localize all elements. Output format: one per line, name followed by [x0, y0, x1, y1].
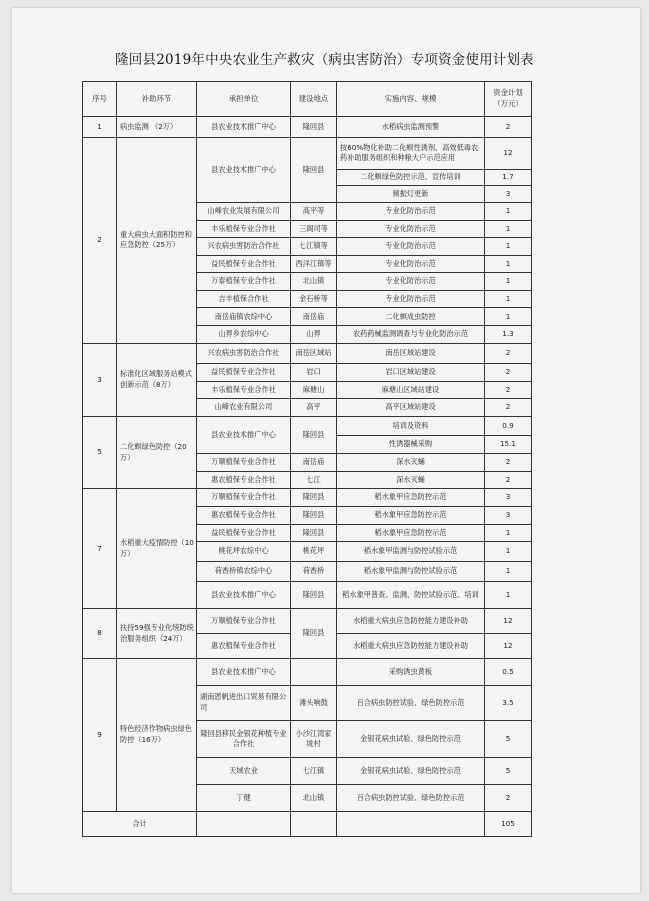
- table-header-row: [83, 82, 532, 117]
- seq-cell: 9: [83, 658, 117, 811]
- location-cell: 桃花坪: [291, 542, 337, 562]
- content-cell: 稻水象甲监测与防控试验示范: [337, 542, 485, 562]
- funds-cell: 1: [485, 255, 532, 273]
- content-cell: 高平区域站建设: [337, 399, 485, 417]
- location-cell: 山界: [291, 326, 337, 344]
- location-cell: 隆回县: [291, 489, 337, 507]
- unit-cell: 万顺植保专业合作社: [197, 489, 291, 507]
- header-funds-line2: （万元）: [493, 99, 523, 109]
- unit-cell: 万泰植保专业合作社: [197, 273, 291, 291]
- unit-cell: 丰乐植保专业合作社: [197, 220, 291, 238]
- unit-cell: 县农业技术推广中心: [197, 417, 291, 454]
- location-cell: 南岳庙: [291, 308, 337, 326]
- funds-cell: 2: [485, 381, 532, 399]
- unit-cell: 山峰农业有限公司: [197, 399, 291, 417]
- content-cell: 水稻重大病虫应急防控能力建设补助: [337, 609, 485, 634]
- total-label: 合计: [83, 811, 197, 836]
- unit-cell: 丰乐植保专业合作社: [197, 381, 291, 399]
- unit-cell: 吉丰植保合作社: [197, 290, 291, 308]
- unit-cell: 隆回县移民金银花种植专业合作社: [197, 720, 291, 757]
- table-row: [83, 417, 532, 436]
- content-cell: 百合病虫防控试验、绿色防控示范: [337, 785, 485, 812]
- seq-cell: 3: [83, 343, 117, 416]
- location-cell: 荷香桥: [291, 561, 337, 582]
- content-cell: 金银花病虫试验、绿色防控示范: [337, 720, 485, 757]
- content-cell: 稻水象甲应急防控示范: [337, 506, 485, 524]
- content-cell: 二化螟绿色防控示范、宣传培训: [337, 169, 485, 186]
- table-row: [83, 609, 532, 634]
- unit-cell: 山峰农业发展有限公司: [197, 202, 291, 220]
- funds-cell: 1: [485, 524, 532, 542]
- funds-cell: 3: [485, 506, 532, 524]
- empty-cell: [337, 811, 485, 836]
- seq-cell: 5: [83, 417, 117, 489]
- stage-cell: 特色经济作物病虫绿色防控（16万）: [117, 658, 197, 811]
- unit-cell: 兴农病虫害防治合作社: [197, 238, 291, 256]
- funds-cell: 2: [485, 471, 532, 489]
- unit-cell: 益民植保专业合作社: [197, 364, 291, 382]
- seq-cell: 7: [83, 489, 117, 609]
- location-cell: 金石桥等: [291, 290, 337, 308]
- funds-cell: 3: [485, 489, 532, 507]
- content-cell: 稻水象甲应急防控示范: [337, 489, 485, 507]
- funds-cell: 5: [485, 758, 532, 785]
- unit-cell: 县农业技术推广中心: [197, 137, 291, 202]
- header-stage: 补助环节: [117, 82, 197, 117]
- table-row: [83, 658, 532, 685]
- content-cell: 稻水象甲应急防控示范: [337, 524, 485, 542]
- content-cell: 深水灭蛹: [337, 471, 485, 489]
- location-cell: 西洋江镇等: [291, 255, 337, 273]
- unit-cell: 县农业技术推广中心: [197, 117, 291, 138]
- location-cell: 高平: [291, 399, 337, 417]
- funds-cell: 2: [485, 399, 532, 417]
- funds-cell: 1.7: [485, 169, 532, 186]
- funds-cell: 1: [485, 220, 532, 238]
- funds-cell: 0.9: [485, 417, 532, 436]
- stage-cell: 水稻重大疫情防控（10万）: [117, 489, 197, 609]
- total-row: [83, 811, 532, 836]
- location-cell: 高平等: [291, 202, 337, 220]
- location-cell: 小沙江湾家垅村: [291, 720, 337, 757]
- unit-cell: 天域农业: [197, 758, 291, 785]
- header-content: 实施内容、规模: [337, 82, 485, 117]
- location-cell: 南岳区域站: [291, 343, 337, 364]
- location-cell: 隆回县: [291, 417, 337, 454]
- funds-cell: 1: [485, 238, 532, 256]
- content-cell: 水稻重大病虫应急防控能力建设补助: [337, 634, 485, 659]
- content-cell: 麻塘山区域站建设: [337, 381, 485, 399]
- content-cell: 水稻病虫监测预警: [337, 117, 485, 138]
- header-seq: 序号: [83, 82, 117, 117]
- content-cell: 稻水象甲监测与防控试验示范: [337, 561, 485, 582]
- content-cell: 岩口区域站建设: [337, 364, 485, 382]
- header-funds: [485, 82, 532, 117]
- header-location: 建设地点: [291, 82, 337, 117]
- unit-cell: 荷香桥镇农综中心: [197, 561, 291, 582]
- unit-cell: 万顺植保专业合作社: [197, 454, 291, 472]
- content-cell: 百合病虫防控试验、绿色防控示范: [337, 685, 485, 720]
- content-cell: 频振灯更新: [337, 186, 485, 203]
- funds-cell: 1: [485, 273, 532, 291]
- content-cell: 二化螟成虫防控: [337, 308, 485, 326]
- location-cell: 北山镇: [291, 273, 337, 291]
- content-cell: 稻水象甲普查、监测、防控试验示范、培训: [337, 582, 485, 609]
- location-cell: 隆回县: [291, 582, 337, 609]
- content-cell: 专业化防治示范: [337, 255, 485, 273]
- location-cell: 七江镇: [291, 758, 337, 785]
- stage-cell: 病虫监测 （2万）: [117, 117, 197, 138]
- empty-cell: [291, 811, 337, 836]
- funds-cell: 3: [485, 186, 532, 203]
- funds-cell: 2: [485, 364, 532, 382]
- content-cell: 性诱器械采购: [337, 435, 485, 454]
- table-row: [83, 137, 532, 169]
- funds-cell: 12: [485, 609, 532, 634]
- location-cell: 麻塘山: [291, 381, 337, 399]
- funds-cell: 2: [485, 117, 532, 138]
- funds-plan-table: [82, 81, 532, 837]
- funds-cell: 15.1: [485, 435, 532, 454]
- unit-cell: 南岳庙镇农综中心: [197, 308, 291, 326]
- funds-cell: 5: [485, 720, 532, 757]
- seq-cell: 8: [83, 609, 117, 659]
- stage-cell: 二化螟绿色防控（20万）: [117, 417, 197, 489]
- content-cell: 专业化防治示范: [337, 238, 485, 256]
- seq-cell: 2: [83, 137, 117, 343]
- table-row: [83, 343, 532, 364]
- funds-cell: 2: [485, 454, 532, 472]
- content-cell: 金银花病虫试验、绿色防控示范: [337, 758, 485, 785]
- stage-cell: 扶持59强专业化统防统治服务组织（24万）: [117, 609, 197, 659]
- unit-cell: 山界乡农综中心: [197, 326, 291, 344]
- funds-cell: 12: [485, 137, 532, 169]
- unit-cell: 惠农植保专业合作社: [197, 471, 291, 489]
- funds-cell: 1: [485, 542, 532, 562]
- content-cell: 培训及资料: [337, 417, 485, 436]
- funds-cell: 3.5: [485, 685, 532, 720]
- unit-cell: 丁健: [197, 785, 291, 812]
- location-cell: 滩头响鼓: [291, 685, 337, 720]
- stage-cell: 标准化区域服务站模式创新示范（8万）: [117, 343, 197, 416]
- content-cell: 专业化防治示范: [337, 220, 485, 238]
- location-cell: 七江镇等: [291, 238, 337, 256]
- unit-cell: 湖南恩帆进出口贸易有限公司: [197, 685, 291, 720]
- unit-cell: 县农业技术推广中心: [197, 658, 291, 685]
- unit-cell: 兴农病虫害防治合作社: [197, 343, 291, 364]
- location-cell: 南岳庙: [291, 454, 337, 472]
- total-funds: 105: [485, 811, 532, 836]
- table-row: [83, 117, 532, 138]
- funds-cell: 1.3: [485, 326, 532, 344]
- location-cell: 隆回县: [291, 117, 337, 138]
- location-cell: 隆回县: [291, 609, 337, 659]
- unit-cell: 桃花坪农综中心: [197, 542, 291, 562]
- funds-cell: 0.5: [485, 658, 532, 685]
- location-cell: 隆回县: [291, 524, 337, 542]
- content-cell: 南岳区域站建设: [337, 343, 485, 364]
- location-cell: 岩口: [291, 364, 337, 382]
- content-cell: 深水灭蛹: [337, 454, 485, 472]
- header-funds-line1: 资金计划: [493, 88, 523, 98]
- unit-cell: 益民植保专业合作社: [197, 255, 291, 273]
- unit-cell: 益民植保专业合作社: [197, 524, 291, 542]
- table-row: [83, 489, 532, 507]
- content-cell: 农药药械监测调查与专业化防治示范: [337, 326, 485, 344]
- stage-cell: 重大病虫大面积防控和应急防控（25万）: [117, 137, 197, 343]
- content-cell: 按60%物化补助二化螟性诱剂、高效低毒农药补助服务组织和种粮大户示范应用: [337, 137, 485, 169]
- funds-cell: 12: [485, 634, 532, 659]
- unit-cell: 万顺植保专业合作社: [197, 609, 291, 634]
- document-title: 隆回县2019年中央农业生产救灾（病虫害防治）专项资金使用计划表: [115, 52, 534, 68]
- seq-cell: 1: [83, 117, 117, 138]
- location-cell: [291, 658, 337, 685]
- location-cell: 北山镇: [291, 785, 337, 812]
- content-cell: 专业化防治示范: [337, 290, 485, 308]
- content-cell: 采购诱虫黄板: [337, 658, 485, 685]
- funds-cell: 1: [485, 308, 532, 326]
- unit-cell: 惠农植保专业合作社: [197, 506, 291, 524]
- content-cell: 专业化防治示范: [337, 273, 485, 291]
- funds-cell: 1: [485, 582, 532, 609]
- location-cell: 隆回县: [291, 137, 337, 202]
- empty-cell: [197, 811, 291, 836]
- funds-cell: 1: [485, 561, 532, 582]
- header-unit: 承担单位: [197, 82, 291, 117]
- funds-cell: 1: [485, 290, 532, 308]
- funds-cell: 2: [485, 343, 532, 364]
- content-cell: 专业化防治示范: [337, 202, 485, 220]
- funds-cell: 2: [485, 785, 532, 812]
- location-cell: 隆回县: [291, 506, 337, 524]
- location-cell: 三阁司等: [291, 220, 337, 238]
- unit-cell: 惠农植保专业合作社: [197, 634, 291, 659]
- location-cell: 七江: [291, 471, 337, 489]
- funds-cell: 1: [485, 202, 532, 220]
- unit-cell: 县农业技术推广中心: [197, 582, 291, 609]
